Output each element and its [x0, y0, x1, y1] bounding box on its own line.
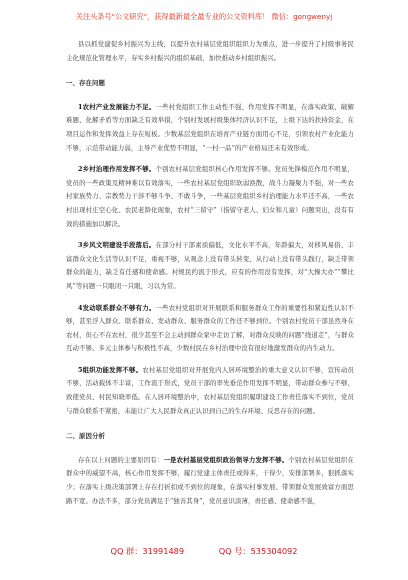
problem-paragraph-5 — [66, 364, 354, 418]
problem-text: 在部分村干部素质偏低，文化水平不高，年龄偏大，对移风易俗、丰富群众文化生活等认识不足，重视不够，从观念上没有带头转变，从行动上没有带头践行，缺乏带领群众的能力，缺乏有任感和使命感。村规民约流于形式，应有的作用没有发挥，对“大操大办”“攀比风”等问题一只眼闭一只眼，习以为常。 — [66, 241, 355, 290]
intro-paragraph: 县以抓党建促乡村振兴为主线，以提升农村基层党组织组织力为重点，进一步提升了村级事务民主化规范化管理水平，夯实乡村振兴的组织基础，加快推动乡村组织振兴。 — [66, 40, 354, 62]
problem-paragraph-1 — [66, 101, 354, 155]
problem-text: 个别农村基层党组织核心作用发挥不够。党员先锋模范作用不明显，党员的一些政策及精神难以有效落实，一些农村基层党组织软弱涣散，战斗力凝聚力不强，对一些农村家族势力、宗教势力干涉不够斗争、不敢斗争，一些基层党组织乡村治理能力水平还不高，一些农村出现村庄空心化、农民老龄化现象，农村“三留守”（指留守老人、妇女和儿童）问题突出，没有有效的措施加以解决。 — [66, 165, 355, 228]
document-body — [66, 38, 354, 516]
cause-paragraph — [66, 454, 354, 508]
qq-number: QQ 号：535304092 — [218, 546, 298, 556]
problem-lead: 2乡村治理作用发挥不够。 — [78, 165, 156, 174]
problem-text: 一些农村党组织对开展联系和服务群众工作的重要性和紧迫性认识不够，甚至浮入群众、联系群众、发动群众、服务群众的工作还不够到位。个别农村党员干部虽然身在农村，但心不在农村，很少甚至不会主动到群众家中走访了解，对群众反映的问题“绕道走”，与群众互动不够。多元主体参与积极性不高，少数村民在乡村治理中没有很好地激发群众的内生动力。 — [66, 303, 355, 353]
problem-paragraph-3 — [66, 239, 354, 293]
cause-text: 个别农村基层党组织在群众中的威望不高，核心作用发挥不够，履行党建主体责任或得多，干得少，安排部署多，狠抓落实少；在落实上级决策部署上存在打折扣或不到位的现象，在落实村事发展、带领群众发展致富方面思路不宽。办法不多，部分党员满足于“独善其身”，党员意识淡薄，责任感、使命感不强， — [66, 455, 354, 505]
problem-lead: 1农村产业发展能力不足。 — [78, 102, 156, 111]
problem-text: 农村基层党组织对开展党内人居环境整治的重大意义认识不够，宣传动员不够，活动载体不丰富，工作流于形式，党员干部的率先垂范作用发挥不明显，带动群众参与不够，致使党员、村民知晓率低。在人居环境整治中，农村基层党组织履职建设工作责任落实不到位，党员与群众联系不紧密，未能让广大人民群众真正认识到自己的生存环境、反思存在的问题。 — [66, 365, 354, 415]
promo-banner: 关注头条号"公文研究"，获得最新最全最专业的公文资料库！ 微信：gongwenyj — [75, 12, 333, 21]
section-heading-problems: 一、存在问题 — [66, 79, 105, 88]
problem-paragraph-2 — [66, 163, 354, 231]
problem-lead: 5组织功能发挥不够。 — [78, 365, 143, 374]
problem-paragraph-4 — [66, 302, 354, 356]
problem-lead: 4发动联系群众不够有力。 — [78, 303, 156, 312]
contact-footer — [0, 546, 408, 557]
problem-lead: 3乡风文明建设手段落后。 — [78, 241, 156, 250]
problem-text: 一些村党组织工作主动性不强、作用发挥不明显，在落实政策、破解难题、化解矛盾等方面缺乏有效举措，个别村发展村级集体经济认识不足，上级下达的扶持资金，在项目运作和发挥效益上存在短板。少数基层党组织在培育产业链方面用心不足，引领农村产业化能力不够，示范带动能力弱，主导产业优势不明显，“一村一品”的产业格局还未有效形成。 — [66, 102, 355, 152]
qq-group: QQ 群：31991489 — [110, 546, 185, 556]
section-heading-causes: 二、原因分析 — [66, 432, 105, 441]
cause-lead: 一是农村基层党组织政治领导力发挥不够。 — [163, 455, 289, 464]
cause-intro: 存在以上问题的主要原因有： — [78, 455, 164, 464]
